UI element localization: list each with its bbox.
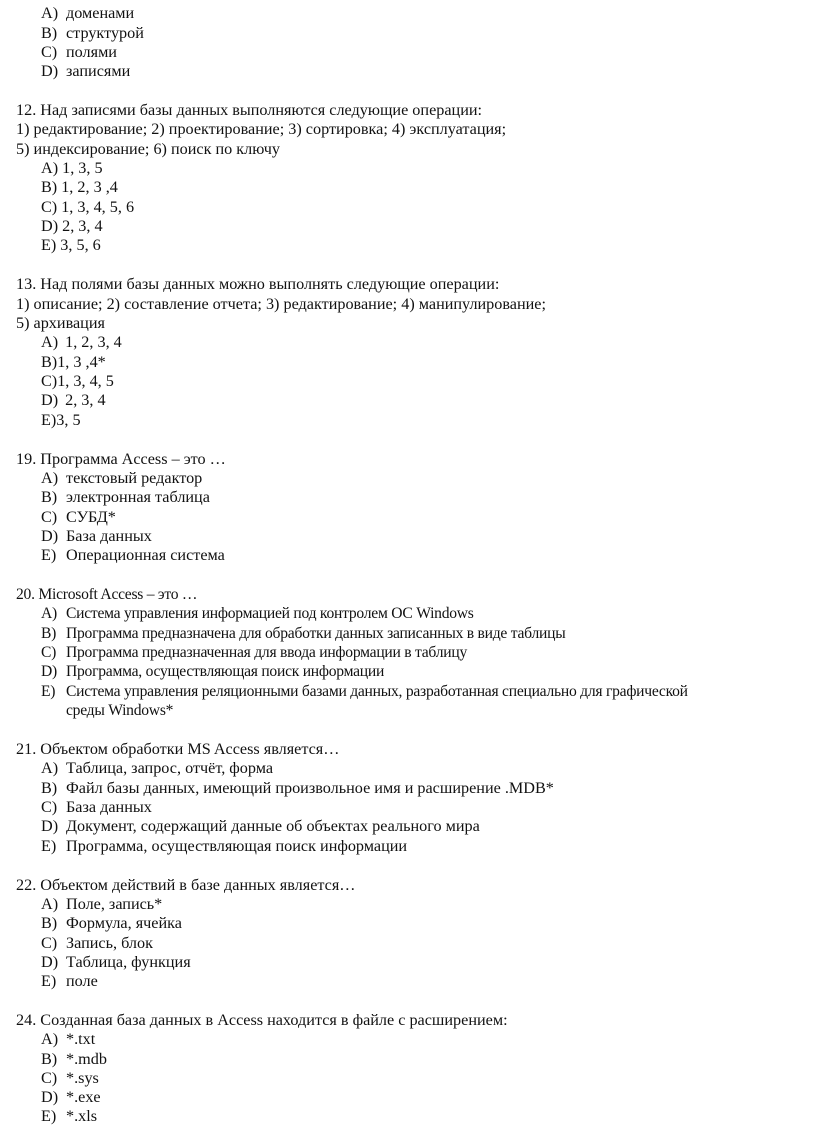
option-c: C) 1, 3, 4, 5, 6 bbox=[41, 198, 135, 216]
option-a: A) доменами bbox=[41, 4, 135, 22]
option-d: D) 2, 3, 4 bbox=[41, 217, 103, 235]
option-a: A) Система управления информацией под контролем ОС Windows bbox=[41, 605, 474, 622]
option-a: A) Поле, запись* bbox=[41, 895, 163, 913]
option-e: E) Система управления реляционными базами данных, разработанная специально для графической bbox=[41, 683, 688, 700]
option-b: B) 1, 2, 3 ,4 bbox=[41, 178, 118, 196]
question-title: 12. Над записями базы данных выполняются следующие операции: bbox=[16, 101, 483, 119]
option-c: C) полями bbox=[41, 43, 117, 61]
question-text-line: 1) описание; 2) составление отчета; 3) редактирование; 4) манипулирование; bbox=[16, 295, 546, 313]
question-text-line: 5) архивация bbox=[16, 314, 105, 332]
option-e: E) Программа, осуществляющая поиск информации bbox=[41, 837, 408, 855]
option-e: E) поле bbox=[41, 972, 98, 990]
option-b: B) *.mdb bbox=[41, 1050, 107, 1068]
option-c: C)1, 3, 4, 5 bbox=[41, 372, 114, 390]
option-b: B) Формула, ячейка bbox=[41, 914, 182, 932]
option-d: D) Таблица, функция bbox=[41, 953, 191, 971]
option-d: D) записями bbox=[41, 62, 131, 80]
option-e: E) Операционная система bbox=[41, 546, 225, 564]
option-c: C) Запись, блок bbox=[41, 934, 153, 952]
option-b: B) структурой bbox=[41, 24, 144, 42]
question-text-line: 5) индексирование; 6) поиск по ключу bbox=[16, 140, 280, 158]
option-e-continuation: среды Windows* bbox=[66, 702, 174, 719]
question-title: 21. Объектом обработки MS Access является… bbox=[16, 740, 340, 758]
question-title: 13. Над полями базы данных можно выполнять следующие операции: bbox=[16, 275, 500, 293]
option-d: D) Программа, осуществляющая поиск информации bbox=[41, 663, 385, 680]
option-b: B)1, 3 ,4* bbox=[41, 353, 106, 371]
option-c: C) База данных bbox=[41, 798, 152, 816]
option-d: D) *.exe bbox=[41, 1088, 101, 1106]
option-a: A) текстовый редактор bbox=[41, 469, 203, 487]
option-d: D) 2, 3, 4 bbox=[41, 391, 106, 409]
option-e: E) 3, 5, 6 bbox=[41, 236, 101, 254]
option-c: C) *.sys bbox=[41, 1069, 99, 1087]
option-a: A) 1, 3, 5 bbox=[41, 159, 103, 177]
option-c: C) СУБД* bbox=[41, 508, 116, 526]
option-c: C) Программа предназначенная для ввода информации в таблицу bbox=[41, 644, 468, 661]
question-title: 22. Объектом действий в базе данных является… bbox=[16, 876, 356, 894]
option-a: A) 1, 2, 3, 4 bbox=[41, 333, 122, 351]
option-e: E) *.xls bbox=[41, 1107, 98, 1125]
question-title: 20. Microsoft Access – это … bbox=[16, 586, 198, 603]
option-b: B) Программа предназначена для обработки данных записанных в виде таблицы bbox=[41, 625, 566, 642]
option-b: B) электронная таблица bbox=[41, 488, 210, 506]
option-b: B) Файл базы данных, имеющий произвольное имя и расширение .MDB* bbox=[41, 779, 554, 797]
option-d: D) База данных bbox=[41, 527, 152, 545]
question-text-line: 1) редактирование; 2) проектирование; 3) сортировка; 4) эксплуатация; bbox=[16, 120, 507, 138]
option-a: A) Таблица, запрос, отчёт, форма bbox=[41, 759, 274, 777]
option-e: E)3, 5 bbox=[41, 411, 81, 429]
question-title: 19. Программа Access – это … bbox=[16, 450, 226, 468]
option-a: A) *.txt bbox=[41, 1030, 96, 1048]
option-d: D) Документ, содержащий данные об объектах реального мира bbox=[41, 817, 480, 835]
question-title: 24. Созданная база данных в Access находится в файле с расширением: bbox=[16, 1011, 508, 1029]
